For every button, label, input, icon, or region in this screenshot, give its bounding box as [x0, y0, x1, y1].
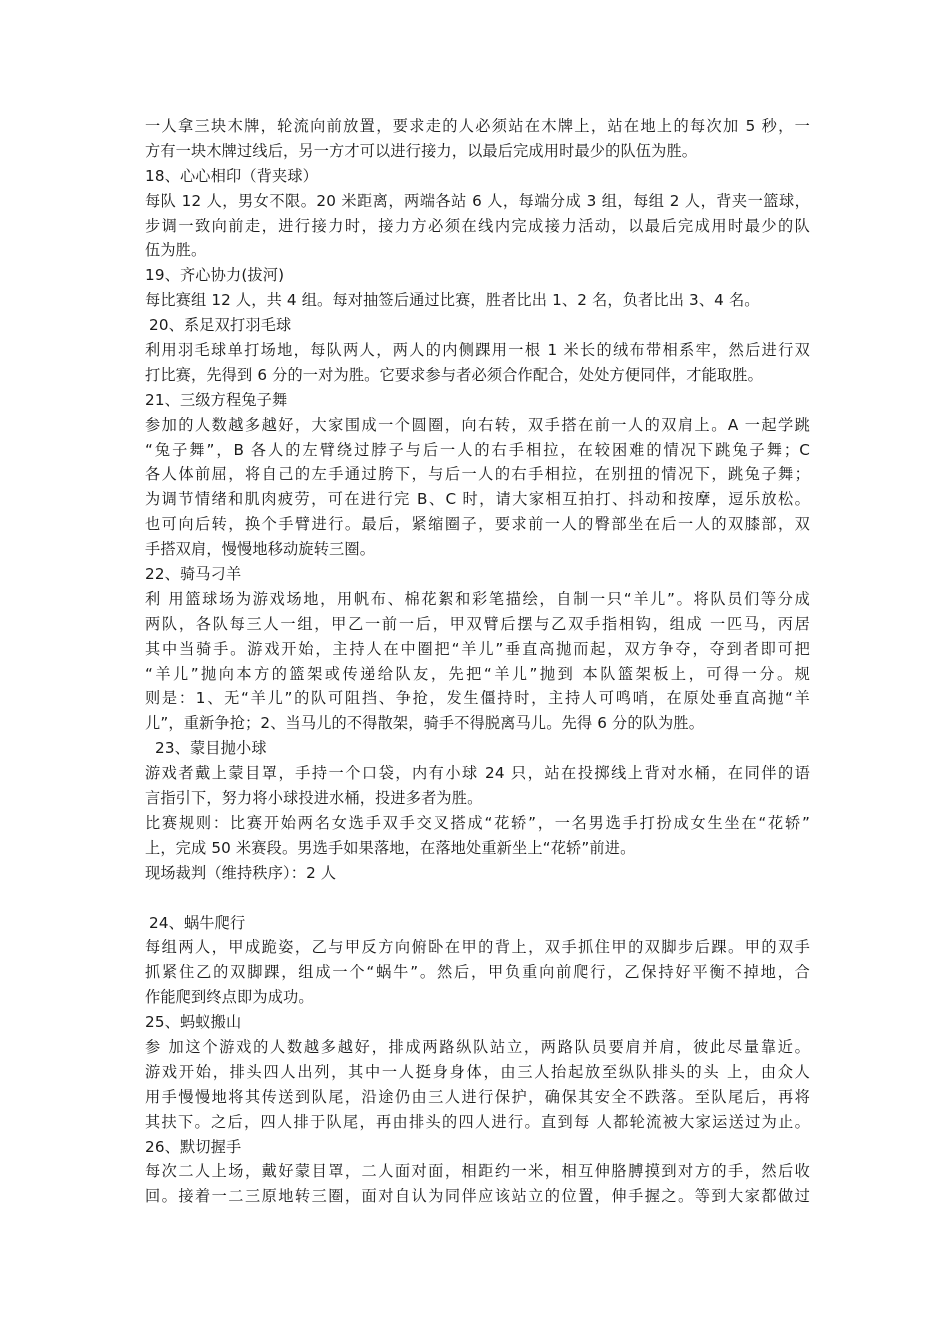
text-line: 现场裁判（维持秩序）：2 人	[145, 863, 337, 882]
text-line: 各人体前屈，将自己的左手通过胯下，与后一人的右手相拉，在别扭的情况下，跳兔子舞；	[145, 465, 810, 484]
text-line: 每比赛组 12 人，共 4 组。每对抽签后通过比赛，胜者比出 1、2 名，负者比出 3、4 名。	[145, 291, 760, 310]
text-line: 方有一块木牌过线后，另一方才可以进行接力，以最后完成用时最少的队伍为胜。	[145, 141, 698, 160]
text-line: 儿”，重新争抢；2、当马儿的不得散架，骑手不得脱离马儿。先得 6 分的队为胜。	[145, 714, 705, 733]
text-line: 21、三级方程兔子舞	[145, 390, 288, 409]
text-line: 作能爬到终点即为成功。	[145, 988, 314, 1007]
text-line: 伍为胜。	[145, 241, 207, 260]
text-line: 利用羽毛球单打场地，每队两人，两人的内侧踝用一根 1 米长的绒布带相系牢，然后进行双	[145, 341, 810, 360]
text-line: 打比赛，先得到 6 分的一对为胜。它要求参与者必须合作配合，处处方便同伴，才能取胜。	[145, 365, 763, 384]
text-line: 也可向后转，换个手臂进行。最后，紧缩圈子，要求前一人的臀部坐在后一人的双膝部，双	[145, 515, 810, 534]
text-line: 19、齐心协力(拔河)	[145, 266, 285, 285]
text-line: 18、心心相印（背夹球）	[145, 166, 319, 185]
text-line: 其扶下。之后，四人排于队尾，再由排头的四人进行。直到每 人都轮流被大家运送过为止。	[145, 1112, 810, 1131]
text-line: 参 加这个游戏的人数越多越好，排成两路纵队站立，两路队员要肩并肩，彼此尽量靠近。	[145, 1037, 810, 1056]
text-line: 20、系足双打羽毛球	[149, 316, 292, 335]
text-line: 25、蚂蚁搬山	[145, 1013, 242, 1032]
text-line: “兔子舞”，B 各人的左臂绕过脖子与后一人的右手相拉，在较困难的情况下跳兔子舞；C	[145, 440, 810, 459]
text-line: 每队 12 人，男女不限。20 米距离，两端各站 6 人，每端分成 3 组，每组 2 人，背夹一篮球，	[145, 191, 810, 210]
text-line: 回。接着一二三原地转三圈，面对自认为同伴应该站立的位置，伸手握之。等到大家都做过	[145, 1187, 810, 1206]
document-body	[145, 114, 810, 1209]
text-line: 每次二人上场，戴好蒙目罩，二人面对面，相距约一米，相互伸胳膊摸到对方的手，然后收	[145, 1162, 810, 1181]
text-line: 手搭双肩，慢慢地移动旋转三圈。	[145, 540, 376, 559]
text-line: 利 用篮球场为游戏场地，用帆布、棉花絮和彩笔描绘，自制一只“羊儿”。将队员们等分成	[145, 589, 810, 608]
text-line: 26、默切握手	[145, 1137, 242, 1156]
text-line: 游戏开始，排头四人出列，其中一人挺身身体，由三人抬起放至纵队排头的头 上，由众人	[145, 1062, 810, 1081]
text-line: 每组两人，甲成跪姿，乙与甲反方向俯卧在甲的背上，双手抓住甲的双脚步后踝。甲的双手	[145, 938, 810, 957]
text-line: 参加的人数越多越好，大家围成一个圆圈，向右转，双手搭在前一人的双肩上。A 一起学跳	[145, 415, 810, 434]
text-line: 两队，各队每三人一组，甲乙一前一后，甲双臂后摆与乙双手指相钩，组成 一匹马，丙居	[145, 614, 810, 633]
text-line: 则是：1、无“羊儿”的队可阻挡、争抢，发生僵持时，主持人可鸣哨，在原处垂直高抛“羊	[145, 689, 810, 708]
text-line: 23、蒙目抛小球	[155, 739, 267, 758]
text-line: 一人拿三块木牌，轮流向前放置，要求走的人必须站在木牌上，站在地上的每次加 5 秒，一	[145, 117, 810, 135]
text-line: 为调节情绪和肌肉疲劳，可在进行完 B、C 时，请大家相互拍打、抖动和按摩，逗乐放松。	[145, 490, 810, 509]
text-line: 用手慢慢地将其传送到队尾，沿途仍由三人进行保护，确保其安全不跌落。至队尾后，再将	[145, 1087, 810, 1106]
text-line: 步调一致向前走，进行接力时，接力方必须在线内完成接力活动，以最后完成用时最少的队	[145, 216, 810, 235]
text-line: 抓紧住乙的双脚踝，组成一个“蜗牛”。然后，甲负重向前爬行，乙保持好平衡不掉地，合	[145, 963, 810, 982]
text-line: 其中当骑手。游戏开始，主持人在中圈把“羊儿”垂直高抛而起，双方争夺，夺到者即可把	[145, 639, 810, 658]
text-line: 22、骑马刁羊	[145, 565, 242, 584]
text-line: 比赛规则：比赛开始两名女选手双手交叉搭成“花轿”，一名男选手打扮成女生坐在“花轿”	[145, 813, 810, 832]
text-line	[145, 886, 810, 911]
text-line: 言指引下，努力将小球投进水桶，投进多者为胜。	[145, 789, 483, 808]
text-line: “羊儿”抛向本方的篮架或传递给队友，先把“羊儿”抛到 本队篮架板上，可得一分。规	[145, 664, 810, 683]
text-line: 上，完成 50 米赛段。男选手如果落地，在落地处重新坐上“花轿”前进。	[145, 838, 636, 857]
text-line: 24、蜗牛爬行	[149, 913, 246, 932]
text-line: 游戏者戴上蒙目罩，手持一个口袋，内有小球 24 只，站在投掷线上背对水桶，在同伴的语	[145, 764, 810, 783]
